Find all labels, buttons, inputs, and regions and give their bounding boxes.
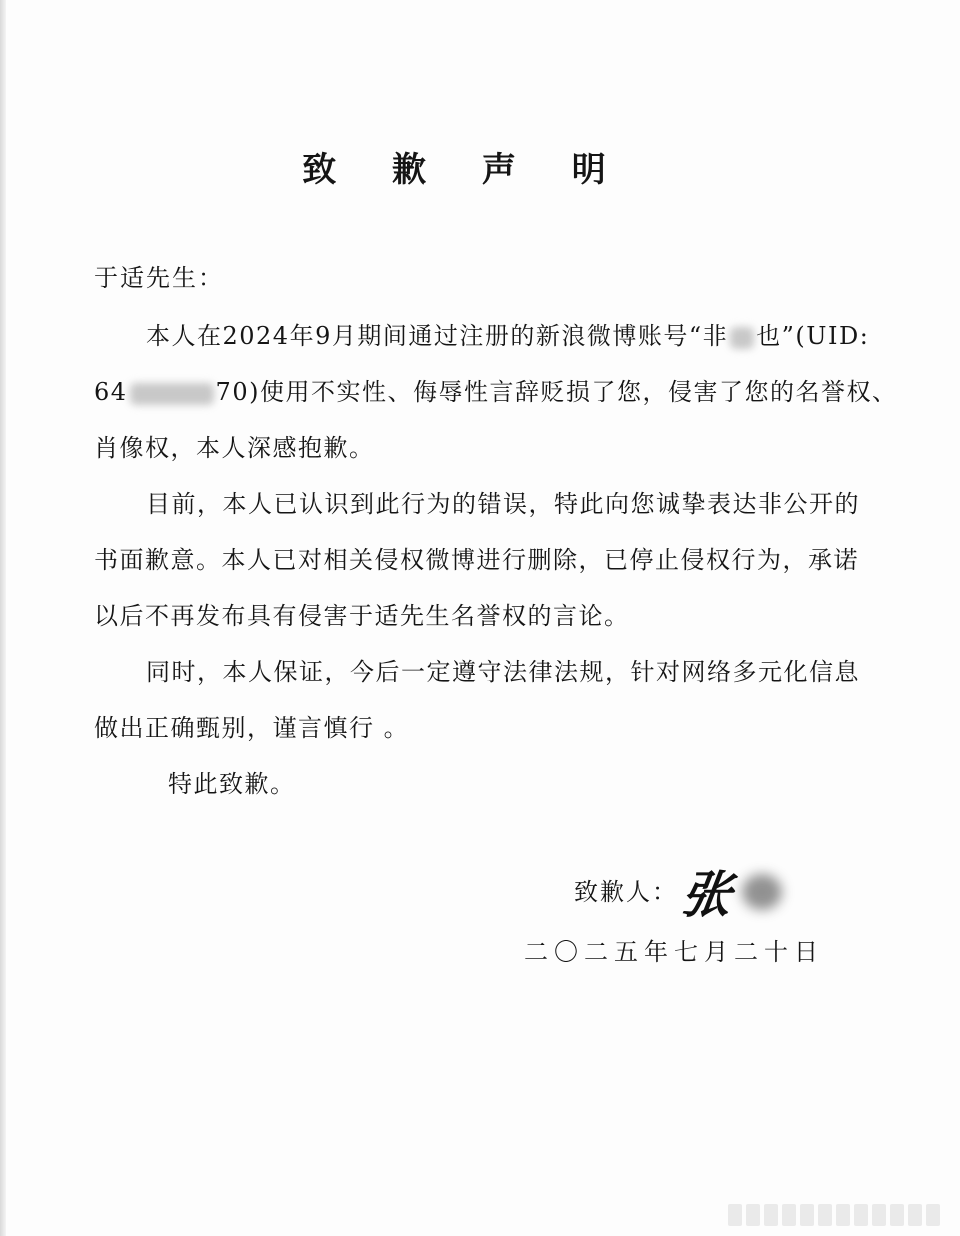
signer-label: 致歉人：	[574, 878, 678, 906]
redacted-account-name	[730, 327, 754, 349]
uid-prefix: 64	[94, 378, 128, 406]
svg-text:张: 张	[677, 865, 736, 924]
salutation: 于适先生：	[94, 264, 224, 292]
redacted-uid	[130, 383, 214, 405]
paragraph-2-line-1: 目前，本人已认识到此行为的错误，特此向您诚挚表达非公开的	[146, 490, 860, 518]
handwritten-signature	[677, 862, 794, 924]
paragraph-1-line-1-start: 本人在2024年9月期间通过注册的新浪微博账号“非	[146, 322, 729, 350]
paragraph-3-line-1: 同时，本人保证，今后一定遵守法律法规，针对网络多元化信息	[146, 658, 860, 686]
paragraph-3-line-2: 做出正确甄别，谨言慎行 。	[94, 714, 410, 742]
document-title: 致 歉 声 明	[302, 150, 628, 190]
watermark-mark	[728, 1204, 940, 1226]
paragraph-2-line-2: 书面歉意。本人已对相关侵权微博进行删除，已停止侵权行为，承诺	[94, 546, 859, 574]
paragraph-2-line-3: 以后不再发布具有侵害于适先生名誉权的言论。	[94, 602, 630, 630]
paragraph-1-line-1-end: 也”(UID:	[756, 322, 870, 350]
paragraph-1-line-3: 肖像权，本人深感抱歉。	[94, 434, 375, 462]
paragraph-1-line-2-end: 70)使用不实性、侮辱性言辞贬损了您，侵害了您的名誉权、	[215, 378, 898, 406]
closing-remark: 特此致歉。	[168, 770, 296, 798]
paragraph-1-line-1	[146, 316, 869, 356]
signing-date: 二〇二五年七月二十日	[524, 938, 824, 966]
paragraph-1-line-2	[94, 372, 897, 412]
